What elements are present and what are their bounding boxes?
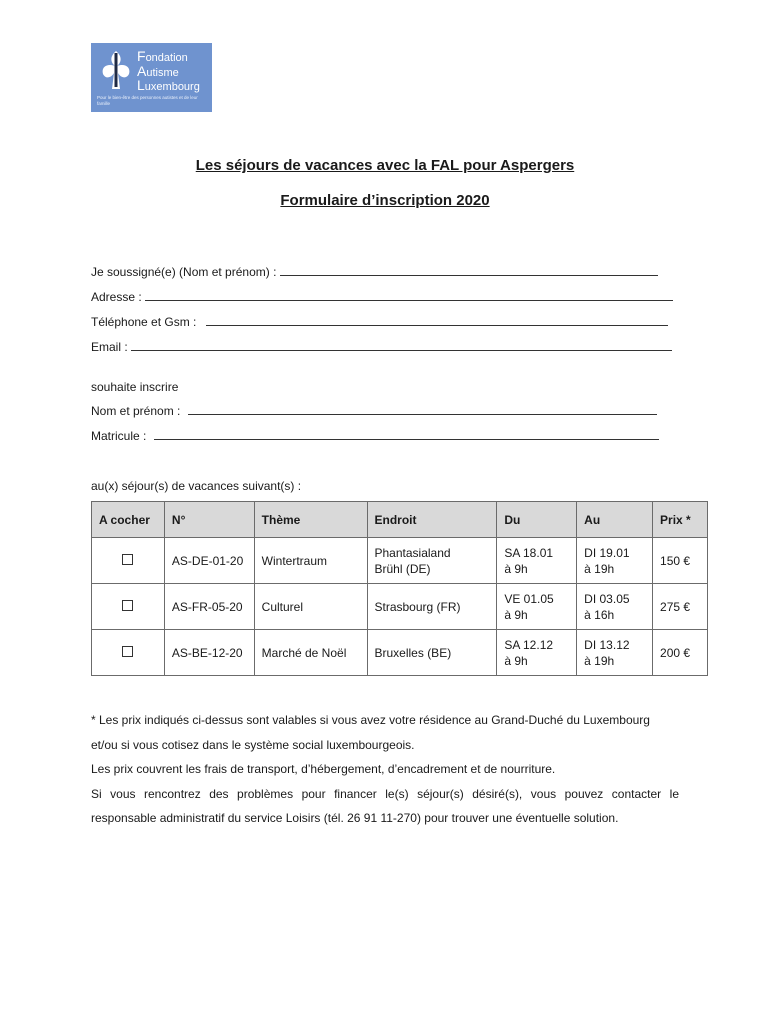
email-input-line[interactable] bbox=[131, 340, 672, 351]
place-line-1: Bruxelles (BE) bbox=[374, 645, 452, 660]
participant-field bbox=[91, 404, 657, 418]
logo-line-3: uxembourg bbox=[144, 81, 200, 93]
note-line-3: Les prix couvrent les frais de transport, d’hébergement, d’encadrement et de nourriture. bbox=[91, 762, 556, 776]
header-price: Prix * bbox=[653, 502, 708, 538]
check-cell bbox=[92, 630, 165, 676]
from-line-2: à 9h bbox=[504, 653, 528, 668]
address-field bbox=[91, 290, 673, 304]
table-row bbox=[92, 584, 708, 630]
note-line-2: et/ou si vous cotisez dans le système social luxembourgeois. bbox=[91, 737, 415, 752]
price-notes bbox=[91, 708, 679, 831]
matricule-input-line[interactable] bbox=[154, 429, 659, 440]
checkbox[interactable] bbox=[122, 600, 133, 611]
name-input-line[interactable] bbox=[280, 265, 658, 276]
checkbox[interactable] bbox=[122, 554, 133, 565]
check-cell bbox=[92, 538, 165, 584]
logo-line-1-full: ondation bbox=[145, 52, 188, 64]
stays-intro: au(x) séjour(s) de vacances suivant(s) : bbox=[91, 479, 302, 493]
code-cell: AS-DE-01-20 bbox=[164, 538, 254, 584]
wish-text: souhaite inscrire bbox=[91, 380, 179, 394]
theme-cell: Culturel bbox=[254, 584, 367, 630]
participant-label: Nom et prénom : bbox=[91, 404, 181, 418]
stays-table bbox=[91, 501, 708, 676]
header-number: N° bbox=[164, 502, 254, 538]
price-cell: 200 € bbox=[653, 630, 708, 676]
place-line-1: Phantasialand bbox=[374, 545, 451, 560]
from-line-1: SA 12.12 bbox=[504, 637, 554, 652]
from-line-2: à 9h bbox=[504, 561, 528, 576]
header-to: Au bbox=[577, 502, 653, 538]
to-line-1: DI 13.12 bbox=[584, 637, 630, 652]
table-row bbox=[92, 538, 708, 584]
to-cell bbox=[577, 538, 653, 584]
to-line-2: à 16h bbox=[584, 607, 615, 622]
price-cell: 275 € bbox=[653, 584, 708, 630]
note-line-1: * Les prix indiqués ci-dessus sont valables si vous avez votre résidence au Grand-Duché du Luxembourg bbox=[91, 713, 650, 727]
phone-input-line[interactable] bbox=[206, 315, 668, 326]
price-cell: 150 € bbox=[653, 538, 708, 584]
address-input-line[interactable] bbox=[145, 290, 673, 301]
fal-logo-symbol-icon bbox=[97, 49, 135, 93]
code-cell: AS-BE-12-20 bbox=[164, 630, 254, 676]
to-cell bbox=[577, 630, 653, 676]
logo-initial-f: F bbox=[137, 48, 146, 64]
note-line-5: responsable administratif du service Loisirs (tél. 26 91 11-270) pour trouver une éventuelle solution. bbox=[91, 811, 619, 825]
name-field bbox=[91, 265, 658, 279]
note-line-4: Si vous rencontrez des problèmes pour financer le(s) séjour(s) désiré(s), vous pouvez contacter le bbox=[91, 786, 679, 801]
matricule-field bbox=[91, 429, 659, 443]
place-cell bbox=[367, 538, 497, 584]
checkbox[interactable] bbox=[122, 646, 133, 657]
place-line-2: Brühl (DE) bbox=[374, 561, 431, 576]
place-cell bbox=[367, 630, 497, 676]
to-line-2: à 19h bbox=[584, 653, 615, 668]
table-header-row bbox=[92, 502, 708, 538]
email-field bbox=[91, 340, 672, 354]
fal-logo bbox=[91, 43, 212, 112]
phone-field bbox=[91, 315, 668, 329]
to-line-1: DI 19.01 bbox=[584, 545, 630, 560]
matricule-label: Matricule : bbox=[91, 429, 147, 443]
place-line-1: Strasbourg (FR) bbox=[374, 599, 461, 614]
from-cell bbox=[497, 630, 577, 676]
from-line-1: SA 18.01 bbox=[504, 545, 554, 560]
header-place: Endroit bbox=[367, 502, 497, 538]
header-from: Du bbox=[497, 502, 577, 538]
code-cell: AS-FR-05-20 bbox=[164, 584, 254, 630]
email-label: Email : bbox=[91, 340, 128, 354]
to-line-1: DI 03.05 bbox=[584, 591, 630, 606]
name-label: Je soussigné(e) (Nom et prénom) : bbox=[91, 265, 277, 279]
to-cell bbox=[577, 584, 653, 630]
check-cell bbox=[92, 584, 165, 630]
logo-tagline: Pour le bien-être des personnes autistes et de leur famille bbox=[97, 95, 198, 106]
logo-initial-l: L bbox=[137, 77, 145, 93]
from-cell bbox=[497, 538, 577, 584]
logo-line-2: utisme bbox=[146, 66, 179, 79]
header-check: A cocher bbox=[92, 502, 165, 538]
to-line-2: à 19h bbox=[584, 561, 615, 576]
participant-input-line[interactable] bbox=[188, 404, 657, 415]
place-cell bbox=[367, 584, 497, 630]
table-row bbox=[92, 630, 708, 676]
from-line-2: à 9h bbox=[504, 607, 528, 622]
phone-label: Téléphone et Gsm : bbox=[91, 315, 197, 329]
page-title: Les séjours de vacances avec la FAL pour Aspergers bbox=[195, 157, 575, 174]
from-cell bbox=[497, 584, 577, 630]
theme-cell: Marché de Noël bbox=[254, 630, 367, 676]
from-line-1: VE 01.05 bbox=[504, 591, 554, 606]
address-label: Adresse : bbox=[91, 290, 142, 304]
header-theme: Thème bbox=[254, 502, 367, 538]
page-subtitle: Formulaire d’inscription 2020 bbox=[280, 192, 490, 209]
theme-cell: Wintertraum bbox=[254, 538, 367, 584]
logo-initial-a: A bbox=[137, 62, 147, 79]
